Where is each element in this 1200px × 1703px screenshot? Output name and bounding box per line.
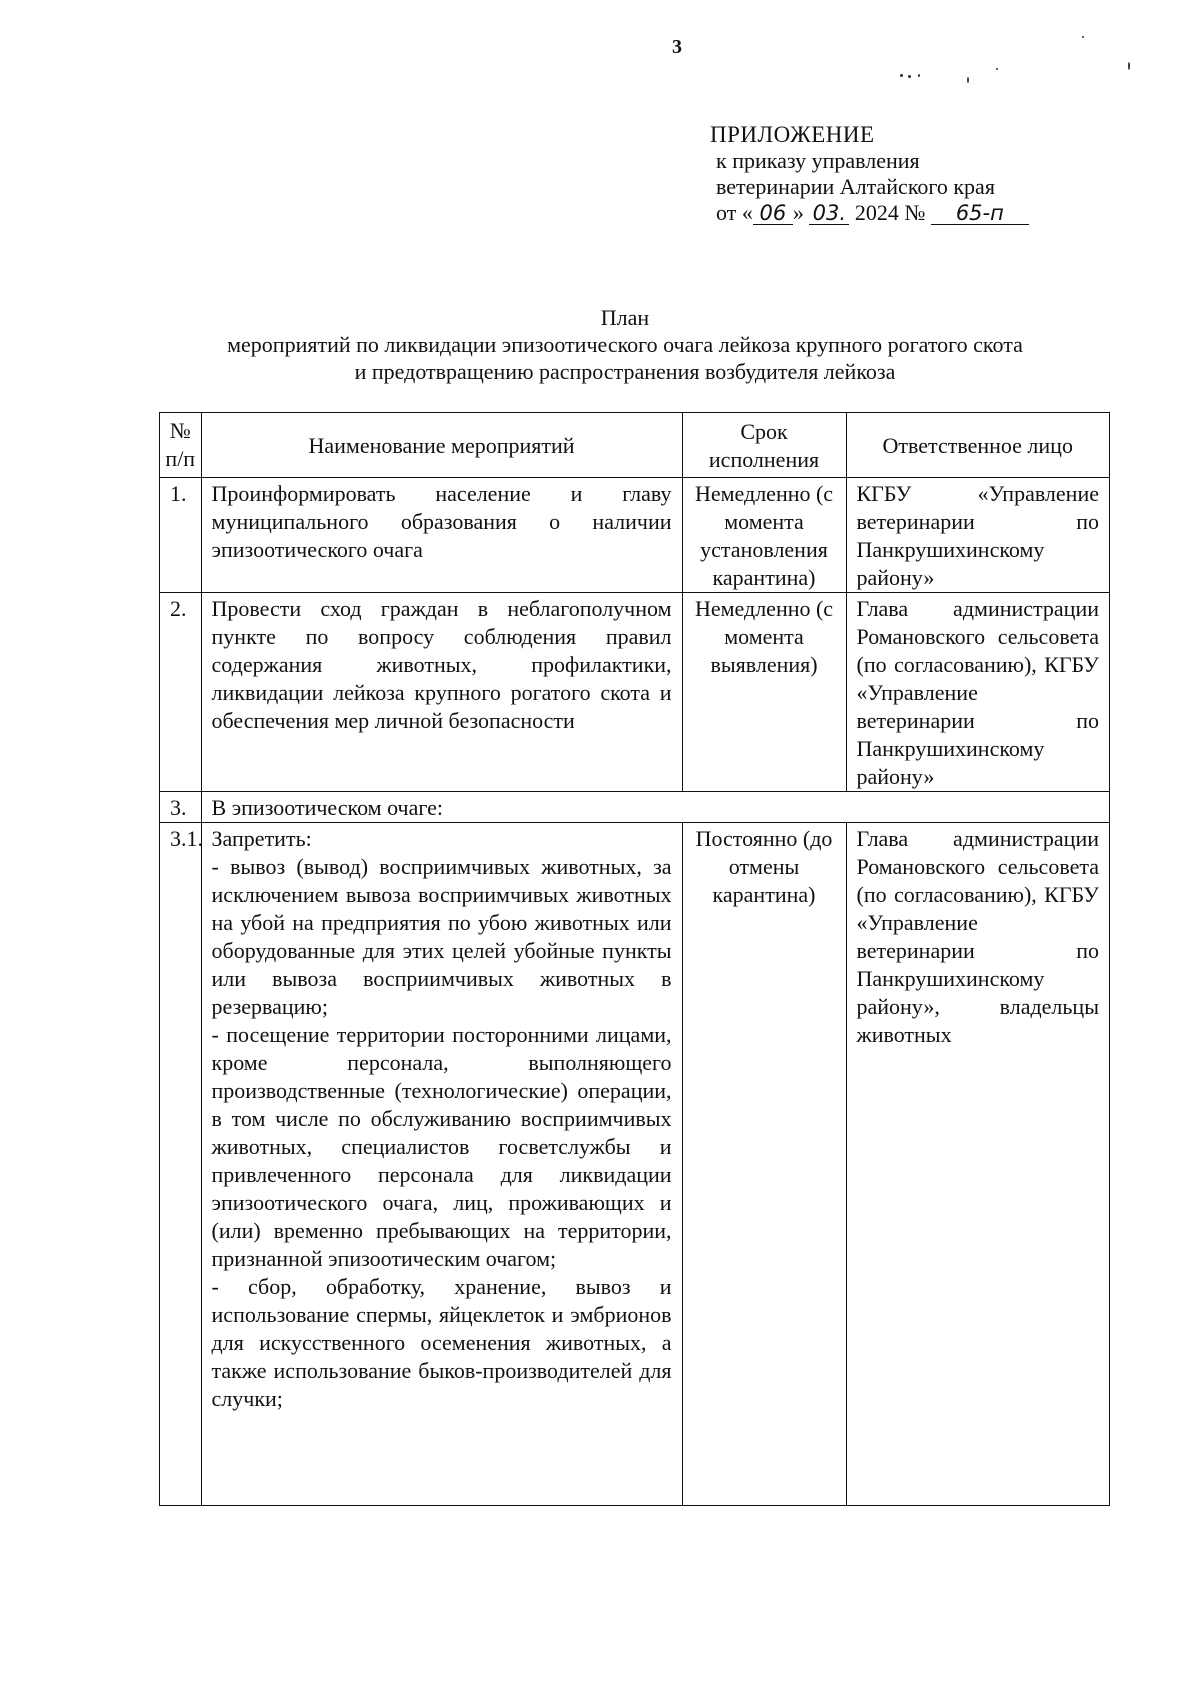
- plan-table: [159, 412, 1110, 1506]
- appendix-block: [710, 122, 1029, 226]
- header-name: Наименование мероприятий: [201, 413, 682, 478]
- row-num: 2.: [160, 593, 202, 792]
- header-num: № п/п: [160, 413, 202, 478]
- row-num: 1.: [160, 478, 202, 593]
- date-day-handwritten: 06: [753, 202, 793, 225]
- order-number-handwritten: 65-п: [931, 202, 1029, 225]
- date-prefix: от «: [716, 200, 753, 225]
- table-section-row: [160, 792, 1110, 823]
- header-term: Срок исполнения: [682, 413, 846, 478]
- appendix-line-1: к приказу управления: [716, 148, 920, 173]
- row-responsible: Глава администрации Романовского сельсовета (по согласованию), КГБУ «Управление ветеринарии по Панкрушихинскому району»: [846, 593, 1110, 792]
- scan-speck: [996, 68, 998, 70]
- header-responsible: Ответственное лицо: [846, 413, 1110, 478]
- row-term: Немедленно (с момента выявления): [682, 593, 846, 792]
- date-mid: »: [792, 200, 804, 225]
- section-title: В эпизоотическом очаге:: [201, 792, 1109, 823]
- appendix-line-2: ветеринарии Алтайского края: [716, 174, 995, 199]
- plan-title: План: [600, 305, 650, 330]
- date-month-handwritten: 03.: [809, 202, 849, 225]
- plan-subtitle-line-2: и предотвращению распространения возбудителя лейкоза: [354, 359, 896, 384]
- row-name: Проинформировать население и главу муниципального образования о наличии эпизоотического очага: [201, 478, 682, 593]
- plan-subtitle-line-1: мероприятий по ликвидации эпизоотического очага лейкоза крупного рогатого скота: [227, 332, 1023, 357]
- scan-speck: [918, 74, 920, 77]
- scan-speck: [900, 74, 903, 77]
- row-term: Постоянно (до отмены карантина): [682, 823, 846, 1506]
- row-num: 3.: [160, 792, 202, 823]
- scan-speck: [967, 77, 969, 83]
- page-number: 3: [672, 36, 682, 58]
- row-term: Немедленно (с момента установления карантина): [682, 478, 846, 593]
- row-name: [201, 823, 682, 1506]
- scan-speck: [908, 75, 911, 78]
- table-row: [160, 478, 1110, 593]
- table-header-row: [160, 413, 1110, 478]
- row-name-item: - вывоз (вывод) восприимчивых животных, за исключением вывоза восприимчивых животных на убой на предприятия по убою животных или оборудованные для этих целей убойные пункты или вывоза восприимчивых животных в резервацию;: [211, 854, 672, 1019]
- table-row: [160, 823, 1110, 1506]
- appendix-title: ПРИЛОЖЕНИЕ: [710, 122, 875, 147]
- row-num: 3.1.: [160, 823, 202, 1506]
- row-name-item: - сбор, обработку, хранение, вывоз и использование спермы, яйцеклеток и эмбрионов для искусственного осеменения животных, а также использование быков-производителей для случки;: [211, 1274, 672, 1411]
- row-name-item: - посещение территории посторонними лицами, кроме персонала, выполняющего производственные (технологические) операции, в том числе по обслуживанию восприимчивых животных, специалистов госветслужбы и привлеченного персонала для ликвидации эпизоотического очага, лиц, проживающих и (или) временно пребывающих на территории, признанной эпизоотическим очагом;: [211, 1022, 672, 1271]
- appendix-date-line: [710, 200, 1029, 226]
- scan-speck: [1082, 36, 1084, 38]
- table-row: [160, 593, 1110, 792]
- plan-heading: [150, 304, 1100, 385]
- row-responsible: КГБУ «Управление ветеринарии по Панкрушихинскому району»: [846, 478, 1110, 593]
- row-responsible: Глава администрации Романовского сельсовета (по согласованию), КГБУ «Управление ветеринарии по Панкрушихинскому району», владельцы животных: [846, 823, 1110, 1506]
- date-year: 2024 №: [854, 200, 926, 225]
- row-name: Провести сход граждан в неблагополучном пункте по вопросу соблюдения правил содержания животных, профилактики, ликвидации лейкоза крупного рогатого скота и обеспечения мер личной безопасности: [201, 593, 682, 792]
- scan-speck: [1128, 62, 1130, 70]
- row-name-intro: Запретить:: [211, 826, 312, 851]
